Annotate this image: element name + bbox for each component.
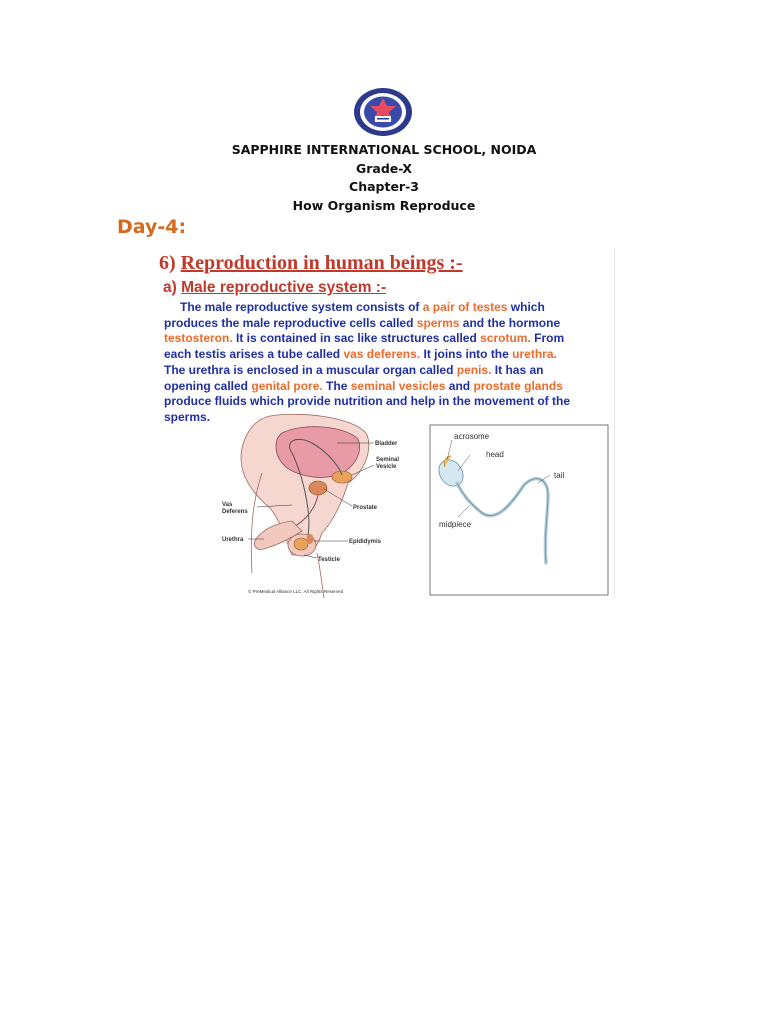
para-line: The urethra is enclosed in a muscular organ called penis. It has an — [164, 362, 544, 377]
para-line: produce fluids which provide nutrition and help in the movement of the — [164, 394, 571, 409]
label-seminal-1: Seminal — [376, 457, 400, 463]
diagram-copyright: © PreMedical Alliance LLC. All Rights Reserved — [248, 589, 344, 594]
chapter-label: Chapter-3 — [349, 179, 419, 194]
label-seminal-2: Vesicle — [376, 464, 397, 470]
day-heading: Day-4: — [117, 216, 187, 238]
document-header — [0, 141, 768, 215]
para-line: produces the male reproductive cells called sperms and the hormone — [164, 315, 561, 330]
subsection-number: a) — [163, 279, 182, 296]
label-testicle: Testicle — [318, 557, 340, 563]
label-epididymis: Epididymis — [349, 539, 382, 545]
subsection-title-text: Male reproductive system :- — [181, 279, 387, 296]
section-number: 6) — [159, 252, 181, 274]
school-name: SAPPHIRE INTERNATIONAL SCHOOL, NOIDA — [231, 142, 537, 157]
anatomy-diagram — [152, 413, 614, 598]
section-title — [159, 252, 463, 275]
label-midpiece: midpiece — [439, 520, 472, 529]
section-title-text: Reproduction in human beings :- — [180, 252, 463, 274]
grade-label: Grade-X — [355, 160, 413, 176]
sperm-illustration — [430, 425, 608, 595]
school-logo — [352, 86, 414, 138]
body-paragraph — [164, 300, 612, 426]
label-urethra: Urethra — [222, 537, 244, 543]
label-head: head — [486, 450, 504, 459]
para-line: each testis arises a tube called vas deferens. It joins into the urethra. — [164, 347, 557, 362]
para-line: sperms. — [164, 409, 211, 424]
label-vas-1: Vas — [222, 502, 233, 508]
topic-label: How Organism Reproduce — [292, 197, 476, 213]
para-line: The male reproductive system consists of a pair of testes which — [180, 300, 545, 314]
label-bladder: Bladder — [375, 441, 398, 447]
subsection-title — [163, 279, 386, 297]
label-prostate: Prostate — [353, 505, 378, 511]
label-acrosome: acrosome — [454, 432, 490, 441]
content-image — [152, 248, 615, 598]
para-line: opening called genital pore. The seminal vesicles and prostate glands — [164, 378, 563, 393]
para-line: testosteron. It is contained in sac like structures called scrotum. From — [164, 331, 565, 346]
label-tail: tail — [554, 471, 565, 480]
label-vas-2: Deferens — [222, 509, 248, 515]
